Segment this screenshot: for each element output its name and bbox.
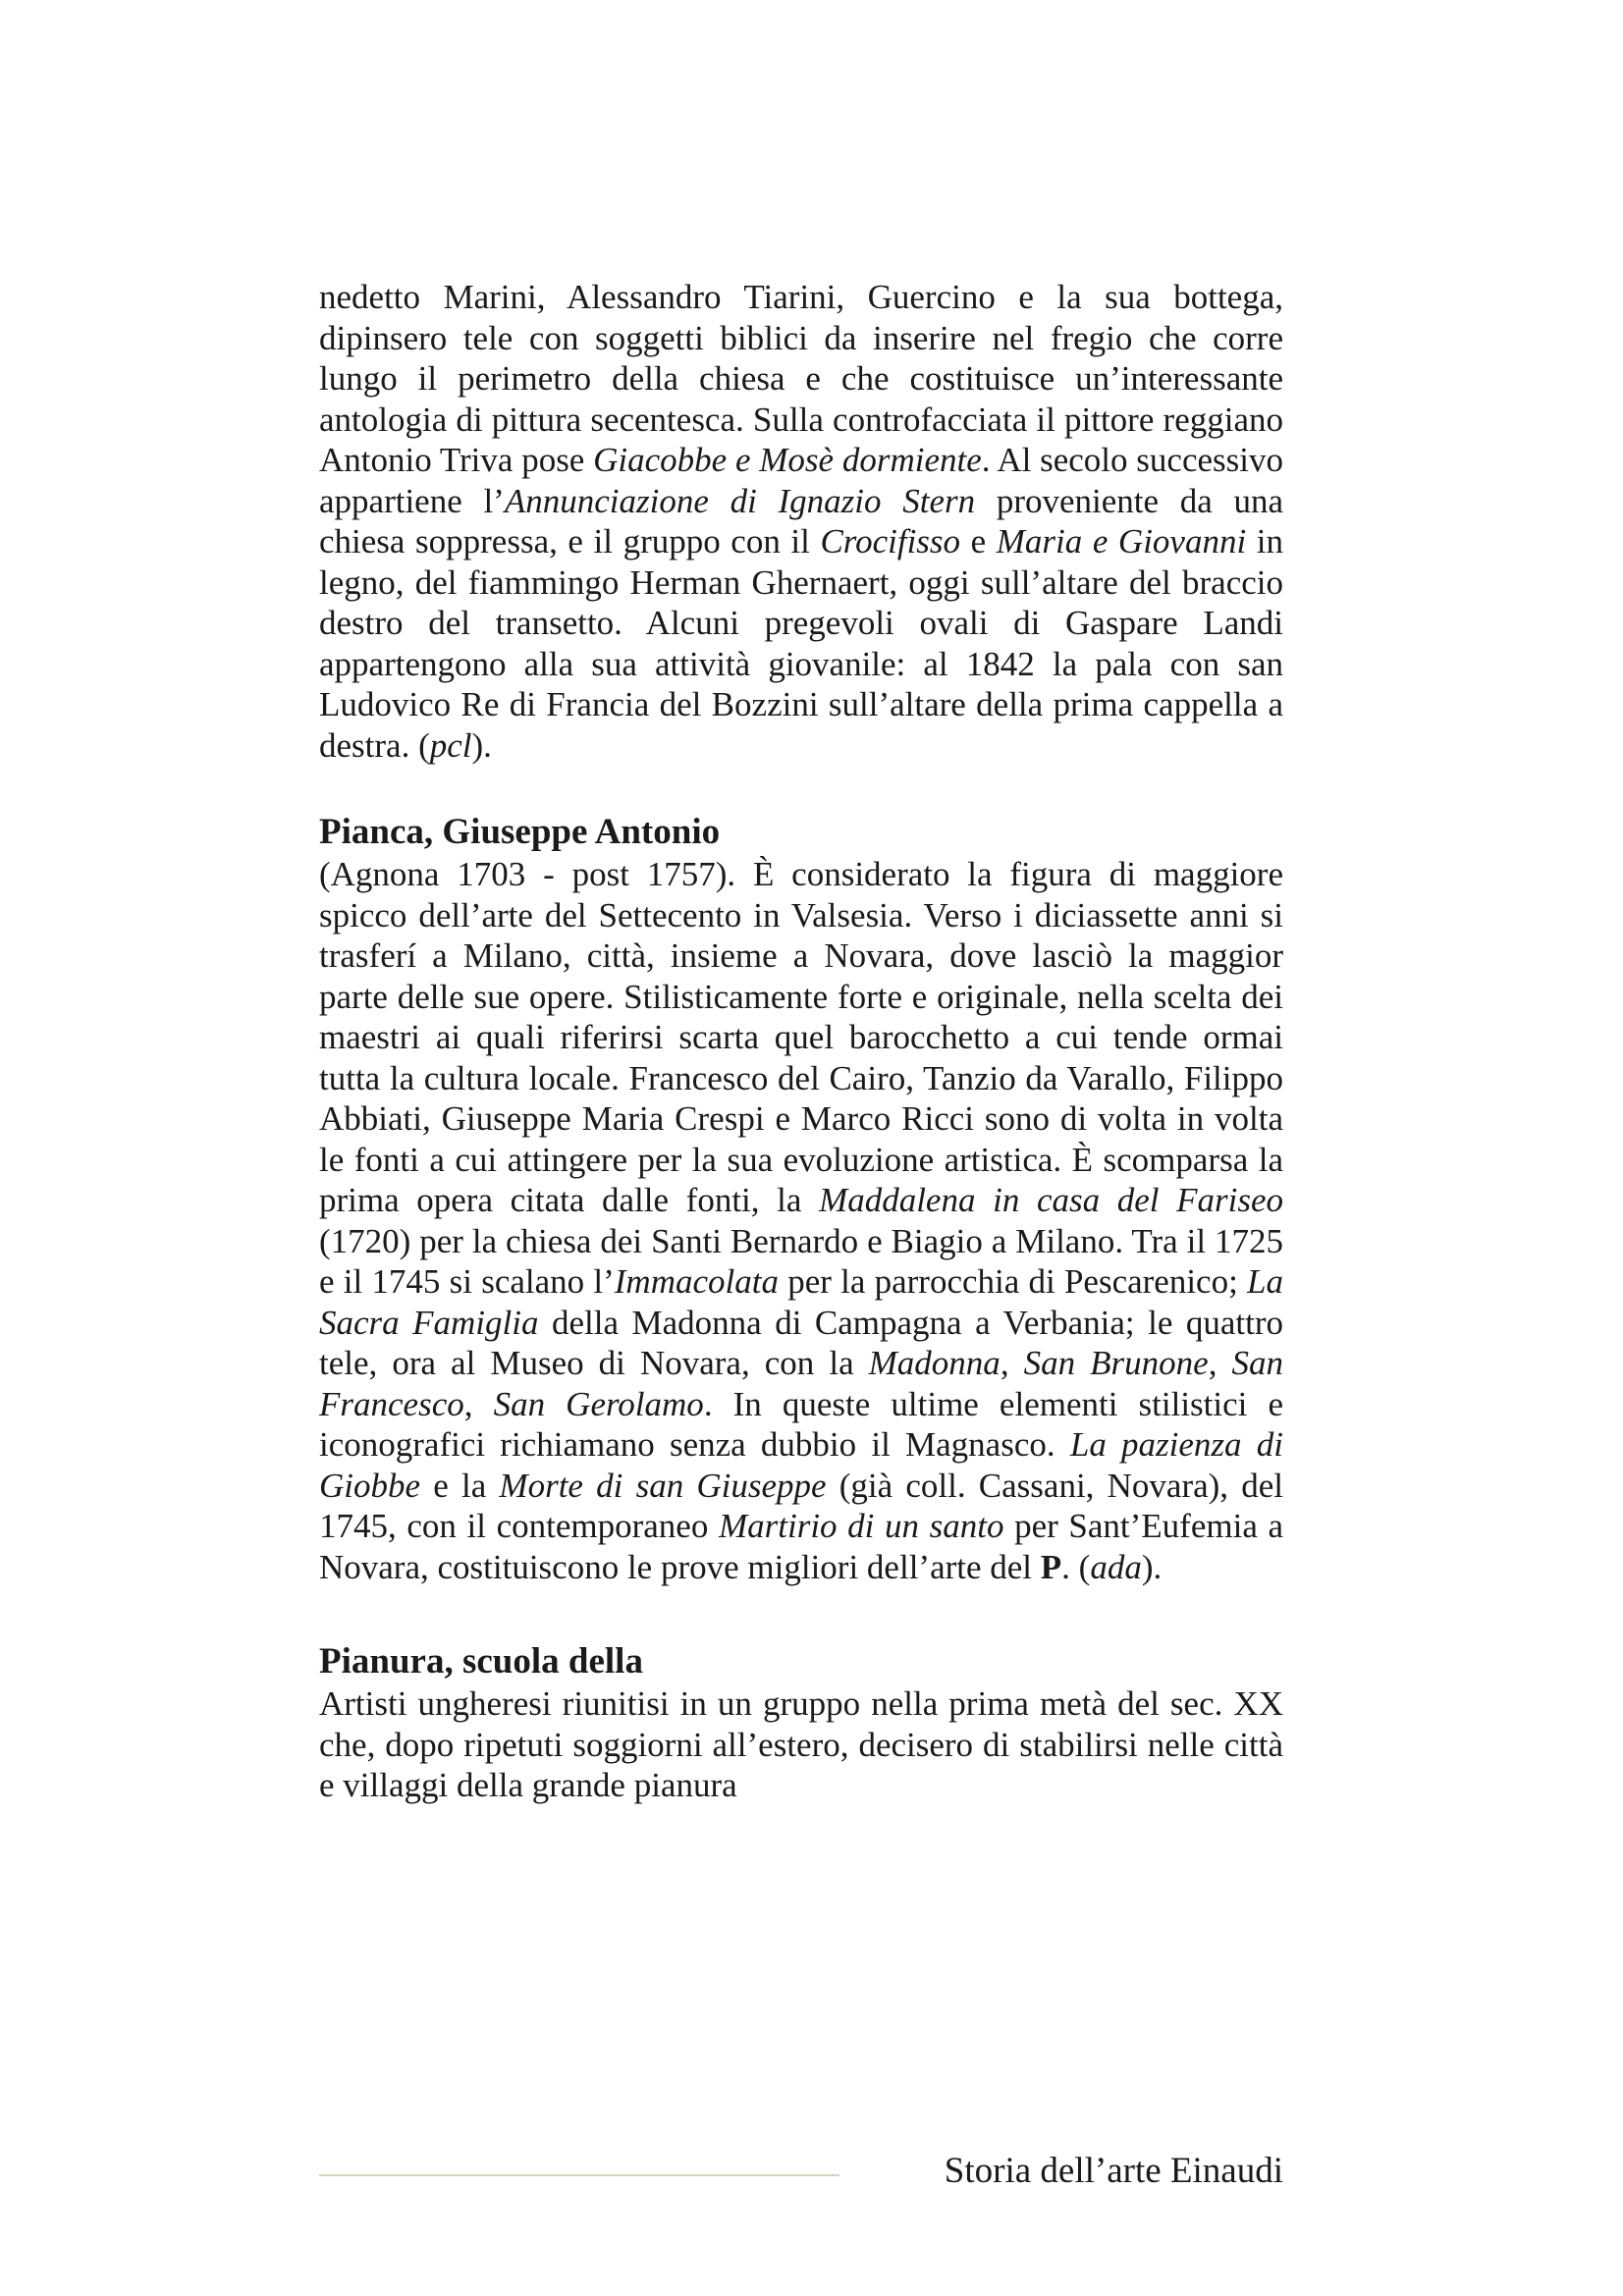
body-text-run: , bbox=[1000, 1344, 1024, 1382]
italic-title-text: Morte di san Giuseppe bbox=[499, 1466, 827, 1505]
body-text-run: (1720) per la chiesa dei Santi Bernardo e Biagio a Milano. Tra il 1725 e il 1745 si scalano l’ bbox=[319, 1221, 1283, 1301]
body-text-run: per la parrocchia di Pescarenico; bbox=[778, 1262, 1248, 1301]
italic-title-text: Giacobbe e Mosè dormiente bbox=[593, 441, 982, 479]
italic-title-text: Annunciazione di Ignazio Stern bbox=[504, 481, 976, 520]
bold-initial-text: P bbox=[1040, 1547, 1062, 1586]
italic-title-text: Immacolata bbox=[614, 1262, 779, 1301]
body-text-run: Artisti ungheresi riunitisi in un gruppo nella prima metà del sec. XX che, dopo ripetuti soggiorni all’estero, decisero di stabilirsi nelle città e villaggi della grande pianura bbox=[319, 1684, 1283, 1804]
page-body bbox=[319, 277, 1283, 1806]
entry-text-pianura-scuola-della bbox=[319, 1683, 1283, 1806]
italic-title-text: Maria e Giovanni bbox=[996, 522, 1247, 561]
body-text-run: . Al secolo successivo appartiene l’ bbox=[319, 441, 1283, 520]
italic-title-text: ada bbox=[1090, 1547, 1142, 1586]
entry-title-pianca-giuseppe-antonio: Pianca, Giuseppe Antonio bbox=[319, 812, 721, 852]
body-text-run: per Sant’Eufemia a Novara, costituiscono le prove migliori dell’arte del bbox=[319, 1507, 1284, 1586]
italic-title-text: San Gerolamo bbox=[493, 1384, 704, 1423]
spacer bbox=[319, 1587, 1283, 1640]
italic-title-text: Maddalena in casa del Fariseo bbox=[819, 1181, 1283, 1219]
footer-publisher: Storia dell’arte Einaudi bbox=[944, 2151, 1283, 2191]
entry-title-pianura-scuola-della: Pianura, scuola della bbox=[319, 1641, 643, 1682]
body-text-run: , bbox=[1208, 1344, 1232, 1382]
body-text-run: in legno, del fiammingo Herman Ghernaert, oggi sull’altare del braccio destro del transetto. Alcuni pregevoli ovali di Gaspare Landi appartengono alla sua attività giovanile: al 1842 la pala con san Ludovico Re di Francia del Bozzini sull’altare della prima cappella a destra. ( bbox=[319, 522, 1284, 765]
body-text-run: . In queste ultime elementi stilistici e iconografici richiamano senza dubbio il Magnasco. bbox=[319, 1384, 1283, 1464]
italic-title-text: San Francesco bbox=[319, 1344, 1284, 1423]
body-text-run: e la bbox=[420, 1466, 500, 1505]
spacer bbox=[319, 766, 1283, 811]
body-text-run: , bbox=[463, 1384, 494, 1423]
italic-title-text: pcl bbox=[429, 725, 472, 765]
italic-title-text: Crocifisso bbox=[820, 522, 961, 561]
body-text-run: ). bbox=[471, 725, 492, 765]
entry-text-pianca-giuseppe-antonio bbox=[319, 854, 1283, 1587]
body-text-run: e bbox=[960, 522, 997, 561]
body-text-run: ). bbox=[1141, 1547, 1163, 1586]
italic-title-text: San Brunone bbox=[1023, 1344, 1209, 1382]
body-text-run: proveniente da una chiesa soppressa, e il gruppo con il bbox=[319, 481, 1284, 561]
italic-title-text: La Sacra Famiglia bbox=[319, 1262, 1284, 1342]
italic-title-text: Madonna bbox=[868, 1344, 1001, 1382]
body-text-run: (Agnona 1703 - post 1757). È considerato la figura di maggiore spicco dell’arte del Settecento in Valsesia. Verso i diciassette anni si trasferí a Milano, città, insieme a Novara, dove lasciò la maggior parte delle sue opere. Stilisticamente forte e originale, nella scelta dei maestri ai quali riferirsi scarta quel barocchetto a cui tende ormai tutta la cultura locale. Francesco del Cairo, Tanzio da Varallo, Filippo Abbiati, Giuseppe Maria Crespi e Marco Ricci sono di volta in volta le fonti a cui attingere per la sua evoluzione artistica. È scomparsa la prima opera citata dalle fonti, la bbox=[319, 855, 1283, 1219]
body-text-run: nedetto Marini, Alessandro Tiarini, Guercino e la sua bottega, dipinsero tele con soggetti biblici da inserire nel fregio che corre lungo il perimetro della chiesa e che costituisce un’interessante antologia di pittura secentesca. Sulla controfacciata il pittore reggiano Antonio Triva pose bbox=[319, 278, 1283, 479]
intro-paragraph bbox=[319, 277, 1283, 766]
body-text-run: della Madonna di Campagna a Verbania; le quattro tele, ora al Museo di Novara, con la bbox=[319, 1303, 1283, 1382]
footer-rule bbox=[319, 2174, 839, 2176]
body-text-run: (già coll. Cassani, Novara), del 1745, con il contemporaneo bbox=[319, 1466, 1283, 1545]
italic-title-text: Martirio di un santo bbox=[718, 1507, 1004, 1545]
body-text-run: . ( bbox=[1061, 1547, 1091, 1586]
italic-title-text: La pazienza di Giobbe bbox=[319, 1425, 1283, 1505]
